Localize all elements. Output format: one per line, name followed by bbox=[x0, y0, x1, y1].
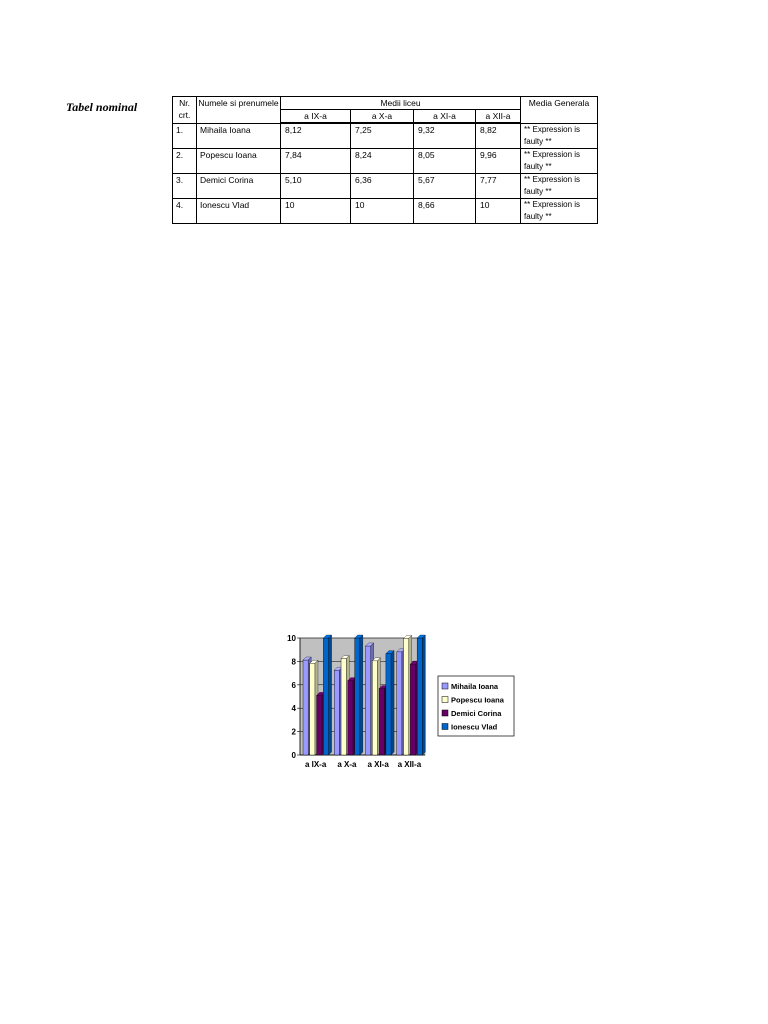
y-tick-label: 4 bbox=[291, 704, 296, 714]
cell-nume: Demici Corina bbox=[197, 174, 281, 199]
bar bbox=[348, 681, 353, 755]
y-tick-label: 0 bbox=[291, 751, 296, 760]
bar bbox=[410, 664, 415, 755]
y-tick-label: 6 bbox=[291, 680, 296, 690]
y-tick-label: 10 bbox=[287, 634, 296, 643]
header-nr: Nr. crt. bbox=[173, 97, 197, 124]
cell-value: 8,05 bbox=[414, 149, 476, 174]
header-year: a IX-a bbox=[281, 110, 351, 124]
bar bbox=[386, 654, 391, 755]
legend-label: Mihaila Ioana bbox=[451, 682, 499, 691]
cell-nr: 2. bbox=[173, 149, 197, 174]
bar-chart-svg bbox=[280, 630, 520, 780]
table-row bbox=[173, 123, 598, 149]
bar bbox=[355, 638, 360, 755]
cell-value: 7,25 bbox=[351, 123, 414, 149]
bar bbox=[397, 652, 402, 755]
cell-value: 6,36 bbox=[351, 174, 414, 199]
header-nume: Numele si prenumele bbox=[197, 97, 281, 124]
bar bbox=[341, 659, 346, 755]
bar bbox=[323, 638, 328, 755]
bar bbox=[334, 670, 339, 755]
header-year: a XI-a bbox=[414, 110, 476, 124]
bar-side bbox=[422, 635, 425, 755]
cell-value: 9,96 bbox=[476, 149, 521, 174]
legend-swatch bbox=[442, 724, 448, 730]
legend-swatch bbox=[442, 710, 448, 716]
bar bbox=[303, 660, 308, 755]
bar bbox=[404, 638, 409, 755]
cell-value: 10 bbox=[476, 199, 521, 224]
cell-nr: 1. bbox=[173, 123, 197, 149]
header-media: Media Generala bbox=[521, 97, 598, 124]
bar-side bbox=[360, 635, 363, 755]
cell-value: 8,12 bbox=[281, 123, 351, 149]
cell-value: 9,32 bbox=[414, 123, 476, 149]
bar bbox=[310, 663, 315, 755]
header-medii: Medii liceu bbox=[281, 97, 521, 110]
bar bbox=[372, 661, 377, 755]
bar bbox=[417, 638, 422, 755]
bar-side bbox=[391, 651, 394, 755]
cell-value: 8,24 bbox=[351, 149, 414, 174]
document-title: Tabel nominal bbox=[66, 100, 138, 114]
x-tick-label: a X-a bbox=[337, 760, 357, 769]
header-year: a X-a bbox=[351, 110, 414, 124]
legend-label: Popescu Ioana bbox=[451, 695, 504, 705]
cell-nume: Ionescu Vlad bbox=[197, 199, 281, 224]
y-tick-label: 2 bbox=[291, 727, 296, 737]
y-tick-label: 8 bbox=[291, 657, 296, 667]
cell-value: 5,10 bbox=[281, 174, 351, 199]
cell-nume: Popescu Ioana bbox=[197, 149, 281, 174]
cell-value: 8,82 bbox=[476, 123, 521, 149]
student-table bbox=[172, 96, 598, 224]
legend-swatch bbox=[442, 697, 448, 703]
cell-value: 7,84 bbox=[281, 149, 351, 174]
legend-label: Ionescu Vlad bbox=[451, 722, 498, 732]
cell-media: ** Expression is faulty ** bbox=[521, 199, 598, 224]
x-tick-label: a XI-a bbox=[367, 760, 389, 769]
bar-side bbox=[329, 635, 332, 755]
cell-value: 10 bbox=[351, 199, 414, 224]
bar bbox=[317, 695, 322, 755]
legend-label: Demici Corina bbox=[451, 709, 502, 718]
x-tick-label: a IX-a bbox=[304, 760, 327, 769]
bar bbox=[366, 646, 371, 755]
cell-media: ** Expression is faulty ** bbox=[521, 174, 598, 199]
cell-nume: Mihaila Ioana bbox=[197, 123, 281, 149]
header-year: a XII-a bbox=[476, 110, 521, 124]
cell-value: 8,66 bbox=[414, 199, 476, 224]
x-tick-label: a XII-a bbox=[397, 760, 422, 769]
table-row bbox=[173, 199, 598, 224]
cell-value: 5,67 bbox=[414, 174, 476, 199]
cell-nr: 3. bbox=[173, 174, 197, 199]
cell-media: ** Expression is faulty ** bbox=[521, 149, 598, 174]
legend-swatch bbox=[442, 683, 448, 689]
cell-nr: 4. bbox=[173, 199, 197, 224]
cell-media: ** Expression is faulty ** bbox=[521, 123, 598, 149]
table-row bbox=[173, 174, 598, 199]
cell-value: 7,77 bbox=[476, 174, 521, 199]
bar-chart bbox=[280, 630, 520, 780]
bar bbox=[379, 689, 384, 755]
table-row bbox=[173, 149, 598, 174]
cell-value: 10 bbox=[281, 199, 351, 224]
